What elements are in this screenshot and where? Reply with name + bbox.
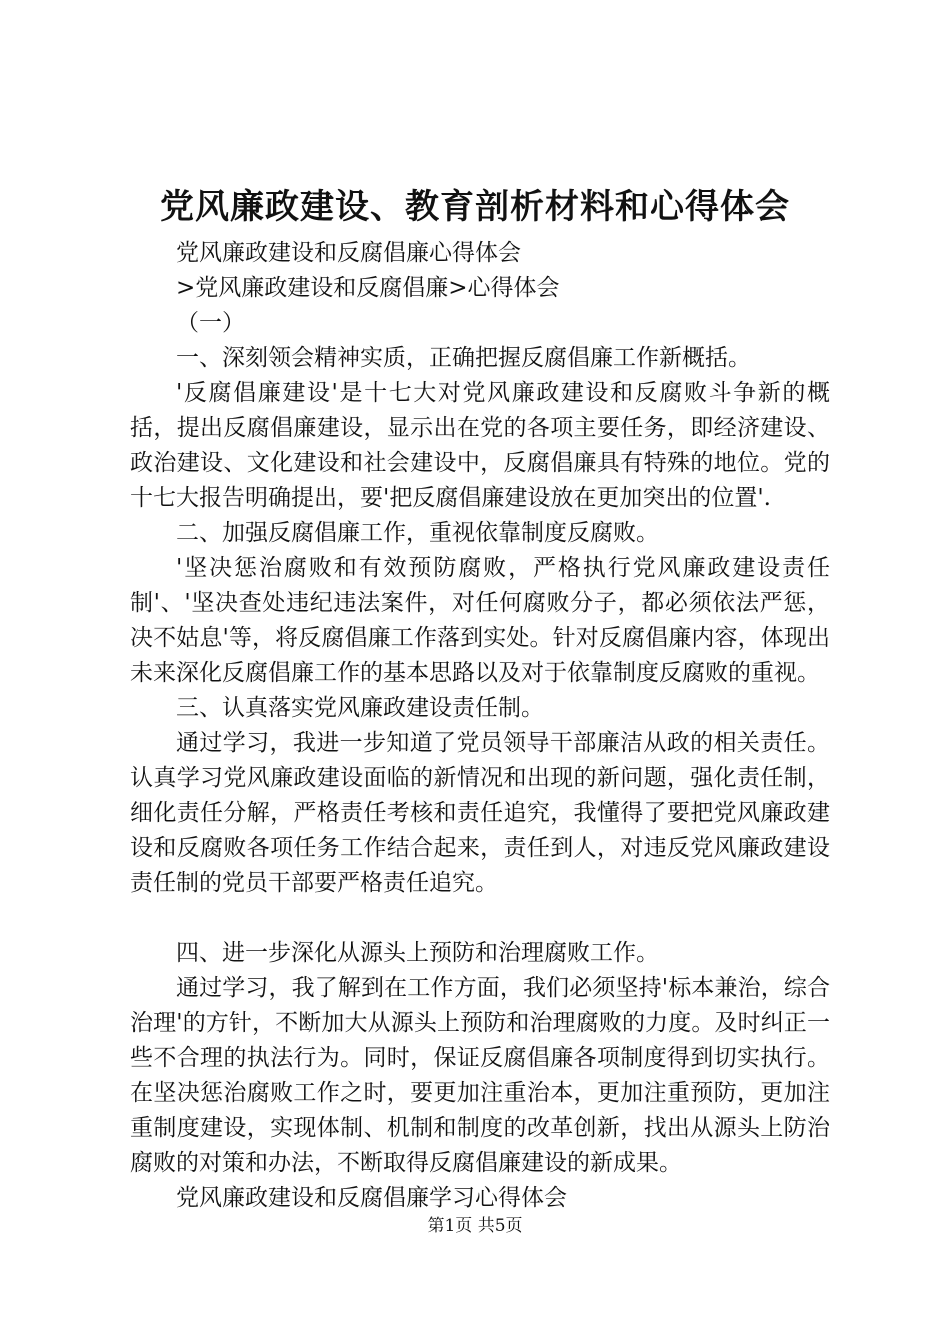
paragraph-body-1: '反腐倡廉建设'是十七大对党风廉政建设和反腐败斗争新的概括，提出反腐倡廉建设，显示出在党的各项主要任务，即经济建设、政治建设、文化建设和社会建设中，反腐倡廉具有特殊的地位。党的十七大报告明确提出，要'把反腐倡廉建设放在更加突出的位置'. bbox=[130, 380, 830, 511]
paragraph-heading-3: 三、认真落实党风廉政建设责任制。 bbox=[176, 695, 544, 721]
paragraph-heading-4: 四、进一步深化从源头上预防和治理腐败工作。 bbox=[176, 940, 659, 966]
page-footer: 第1页 共5页 bbox=[427, 1216, 523, 1236]
paragraph-heading-1: 一、深刻领会精神实质，正确把握反腐倡廉工作新概括。 bbox=[176, 345, 751, 371]
paragraph-heading-2: 二、加强反腐倡廉工作，重视依靠制度反腐败。 bbox=[176, 520, 659, 546]
paragraph-body-4: 通过学习，我了解到在工作方面，我们必须坚持'标本兼治，综合治理'的方针，不断加大从源头上预防和治理腐败的力度。及时纠正一些不合理的执法行为。同时，保证反腐倡廉各项制度得到切实执行。在坚决惩治腐败工作之时，要更加注重治本，更加注重预防，更加注重制度建设，实现体制、机制和制度的改革创新，找出从源头上防治腐败的对策和办法，不断取得反腐倡廉建设的新成果。 bbox=[130, 975, 830, 1176]
paragraph-body-3: 通过学习，我进一步知道了党员领导干部廉洁从政的相关责任。认真学习党风廉政建设面临的新情况和出现的新问题，强化责任制，细化责任分解，严格责任考核和责任追究，我懂得了要把党风廉政建设和反腐败各项任务工作结合起来，责任到人，对违反党风廉政建设责任制的党员干部要严格责任追究。 bbox=[130, 730, 830, 896]
paragraph-section-marker: （一） bbox=[176, 310, 245, 336]
paragraph-body-2: '坚决惩治腐败和有效预防腐败，严格执行党风廉政建设责任制'、'坚决查处违纪违法案件，对任何腐败分子，都必须依法严惩，决不姑息'等，将反腐倡廉工作落到实处。针对反腐倡廉内容，体现出未来深化反腐倡廉工作的基本思路以及对于依靠制度反腐败的重视。 bbox=[130, 555, 830, 686]
paragraph-closing-subtitle: 党风廉政建设和反腐倡廉学习心得体会 bbox=[176, 1185, 567, 1211]
document-title: 党风廉政建设、教育剖析材料和心得体会 bbox=[160, 187, 790, 227]
paragraph-keywords: >党风廉政建设和反腐倡廉>心得体会 bbox=[176, 275, 560, 301]
paragraph-subtitle: 党风廉政建设和反腐倡廉心得体会 bbox=[176, 240, 521, 266]
document-body bbox=[130, 236, 830, 1216]
